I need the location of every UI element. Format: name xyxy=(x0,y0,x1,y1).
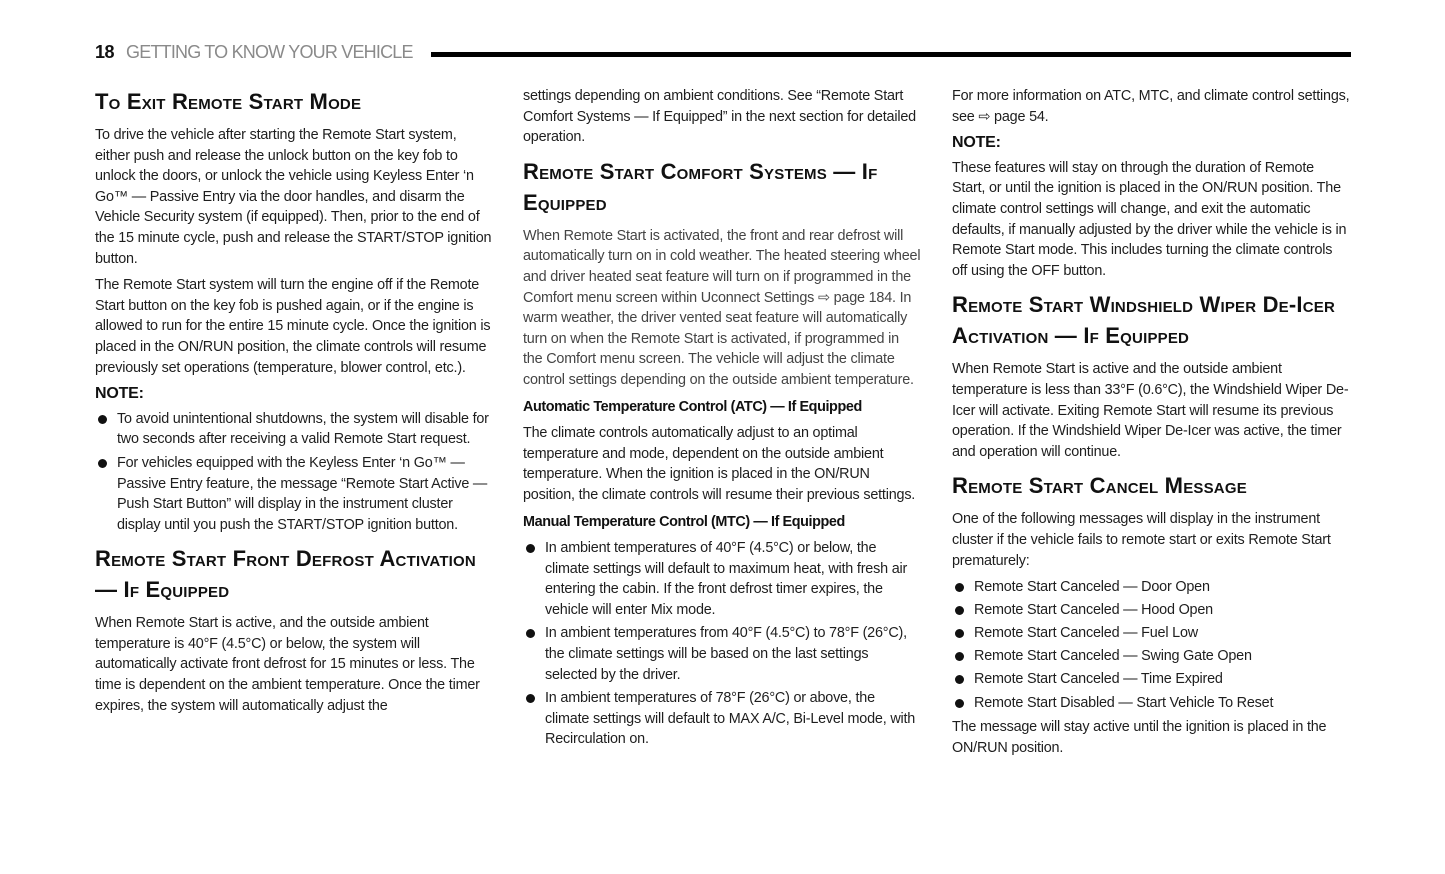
column-1 xyxy=(95,86,493,722)
subheading-mtc: Manual Temperature Control (MTC) — If Equipped xyxy=(523,513,845,530)
paragraph: settings depending on ambient conditions. See “Remote Start Comfort Systems — If Equipped” in the next section for detailed operation. xyxy=(523,88,916,146)
column-3 xyxy=(952,86,1350,764)
heading-exit-remote-start: To Exit Remote Start Mode xyxy=(95,89,362,114)
list-item: Remote Start Canceled — Time Expired xyxy=(952,669,1350,690)
list-item: In ambient temperatures from 40°F (4.5°C) to 78°F (26°C), the climate settings will be based on the last settings selected by the driver. xyxy=(523,623,921,685)
header-rule xyxy=(431,52,1351,57)
column-2 xyxy=(523,86,921,754)
list-item: In ambient temperatures of 40°F (4.5°C) or below, the climate settings will default to maximum heat, with fresh air entering the cabin. If the front defrost timer expires, the vehicle will enter Mix mode. xyxy=(523,538,921,620)
paragraph: To drive the vehicle after starting the Remote Start system, either push and release the unlock button on the key fob to unlock the doors, or unlock the vehicle using Keyless Enter ‘n Go™ — Passive Entry via the door handles, and disarm the Vehicle Security system (if equipped). Then, prior to the end of the 15 minute cycle, push and release the START/STOP ignition button. xyxy=(95,127,492,267)
paragraph: The climate controls automatically adjust to an optimal temperature and mode, dependent on the outside ambient temperature. When the ignition is placed in the ON/RUN position, the climate controls will resume their previous settings. xyxy=(523,425,916,503)
page-header xyxy=(95,42,1351,63)
message-list xyxy=(952,577,1350,713)
paragraph: When Remote Start is active, and the outside ambient temperature is 40°F (4.5°C) or below, the system will automatically activate front defrost for 15 minutes or less. The time is dependent on the ambient temperature. Once the timer expires, the system will automatically adjust the xyxy=(95,615,480,714)
note-label: NOTE: xyxy=(95,385,144,403)
paragraph: When Remote Start is active and the outside ambient temperature is less than 33°F (0.6°C), the Windshield Wiper De-Icer will activate. Exiting Remote Start will resume its previous operation. If the Windshield Wiper De-Icer was active, the timer and operation will continue. xyxy=(952,361,1349,460)
heading-comfort-systems: Remote Start Comfort Systems — If Equipped xyxy=(523,158,878,215)
paragraph: For more information on ATC, MTC, and climate control settings, see ⇨ page 54. xyxy=(952,88,1350,125)
list-item: Remote Start Canceled — Swing Gate Open xyxy=(952,646,1350,667)
paragraph: One of the following messages will display in the instrument cluster if the vehicle fails to remote start or exits Remote Start prematurely: xyxy=(952,511,1331,569)
list-item: Remote Start Canceled — Fuel Low xyxy=(952,623,1350,644)
page-number: 18 xyxy=(95,42,115,62)
heading-wiper-deicer: Remote Start Windshield Wiper De-Icer Activation — If Equipped xyxy=(952,292,1335,349)
note-text: These features will stay on through the duration of Remote Start, or until the ignition is placed in the ON/RUN position. The climate control settings will change, and exit the automatic defaults, if manually adjusted by the driver while the vehicle is in Remote Start mode. This includes turning the climate controls off using the OFF button. xyxy=(952,159,1347,279)
heading-front-defrost: Remote Start Front Defrost Activation — If Equipped xyxy=(95,546,476,603)
mtc-list xyxy=(523,538,921,750)
paragraph: When Remote Start is activated, the front and rear defrost will automatically turn on in cold weather. The heated steering wheel and driver heated seat feature will turn on if programmed in the Comfort menu screen within Uconnect Settings ⇨ page 184. In warm weather, the driver vented seat feature will automatically turn on when the Remote Start is activated, if programmed in the Comfort menu screen. The vehicle will adjust the climate control settings depending on the outside ambient temperature. xyxy=(523,227,921,388)
list-item: For vehicles equipped with the Keyless Enter ‘n Go™ — Passive Entry feature, the message “Remote Start Active — Push Start Button” will display in the instrument cluster display until you push the START/STOP ignition button. xyxy=(95,453,493,535)
list-item: Remote Start Canceled — Door Open xyxy=(952,577,1350,598)
list-item: In ambient temperatures of 78°F (26°C) or above, the climate settings will default to MAX A/C, Bi-Level mode, with Recirculation on. xyxy=(523,688,921,750)
section-title: GETTING TO KNOW YOUR VEHICLE xyxy=(126,42,413,62)
subheading-atc: Automatic Temperature Control (ATC) — If Equipped xyxy=(523,398,862,415)
paragraph: The Remote Start system will turn the engine off if the Remote Start button on the key fob is pushed again, or if the engine is allowed to run for the entire 15 minute cycle. Once the ignition is placed in the ON/RUN position, the climate controls will resume previously set operations (temperature, blower control, etc.). xyxy=(95,277,491,376)
list-item: Remote Start Disabled — Start Vehicle To Reset xyxy=(952,693,1350,714)
heading-cancel-message: Remote Start Cancel Message xyxy=(952,473,1247,499)
list-item: To avoid unintentional shutdowns, the system will disable for two seconds after receiving a valid Remote Start request. xyxy=(95,409,493,450)
list-item: Remote Start Canceled — Hood Open xyxy=(952,600,1350,621)
note-label: NOTE: xyxy=(952,134,1001,152)
paragraph: The message will stay active until the ignition is placed in the ON/RUN position. xyxy=(952,719,1327,756)
note-list xyxy=(95,409,493,536)
